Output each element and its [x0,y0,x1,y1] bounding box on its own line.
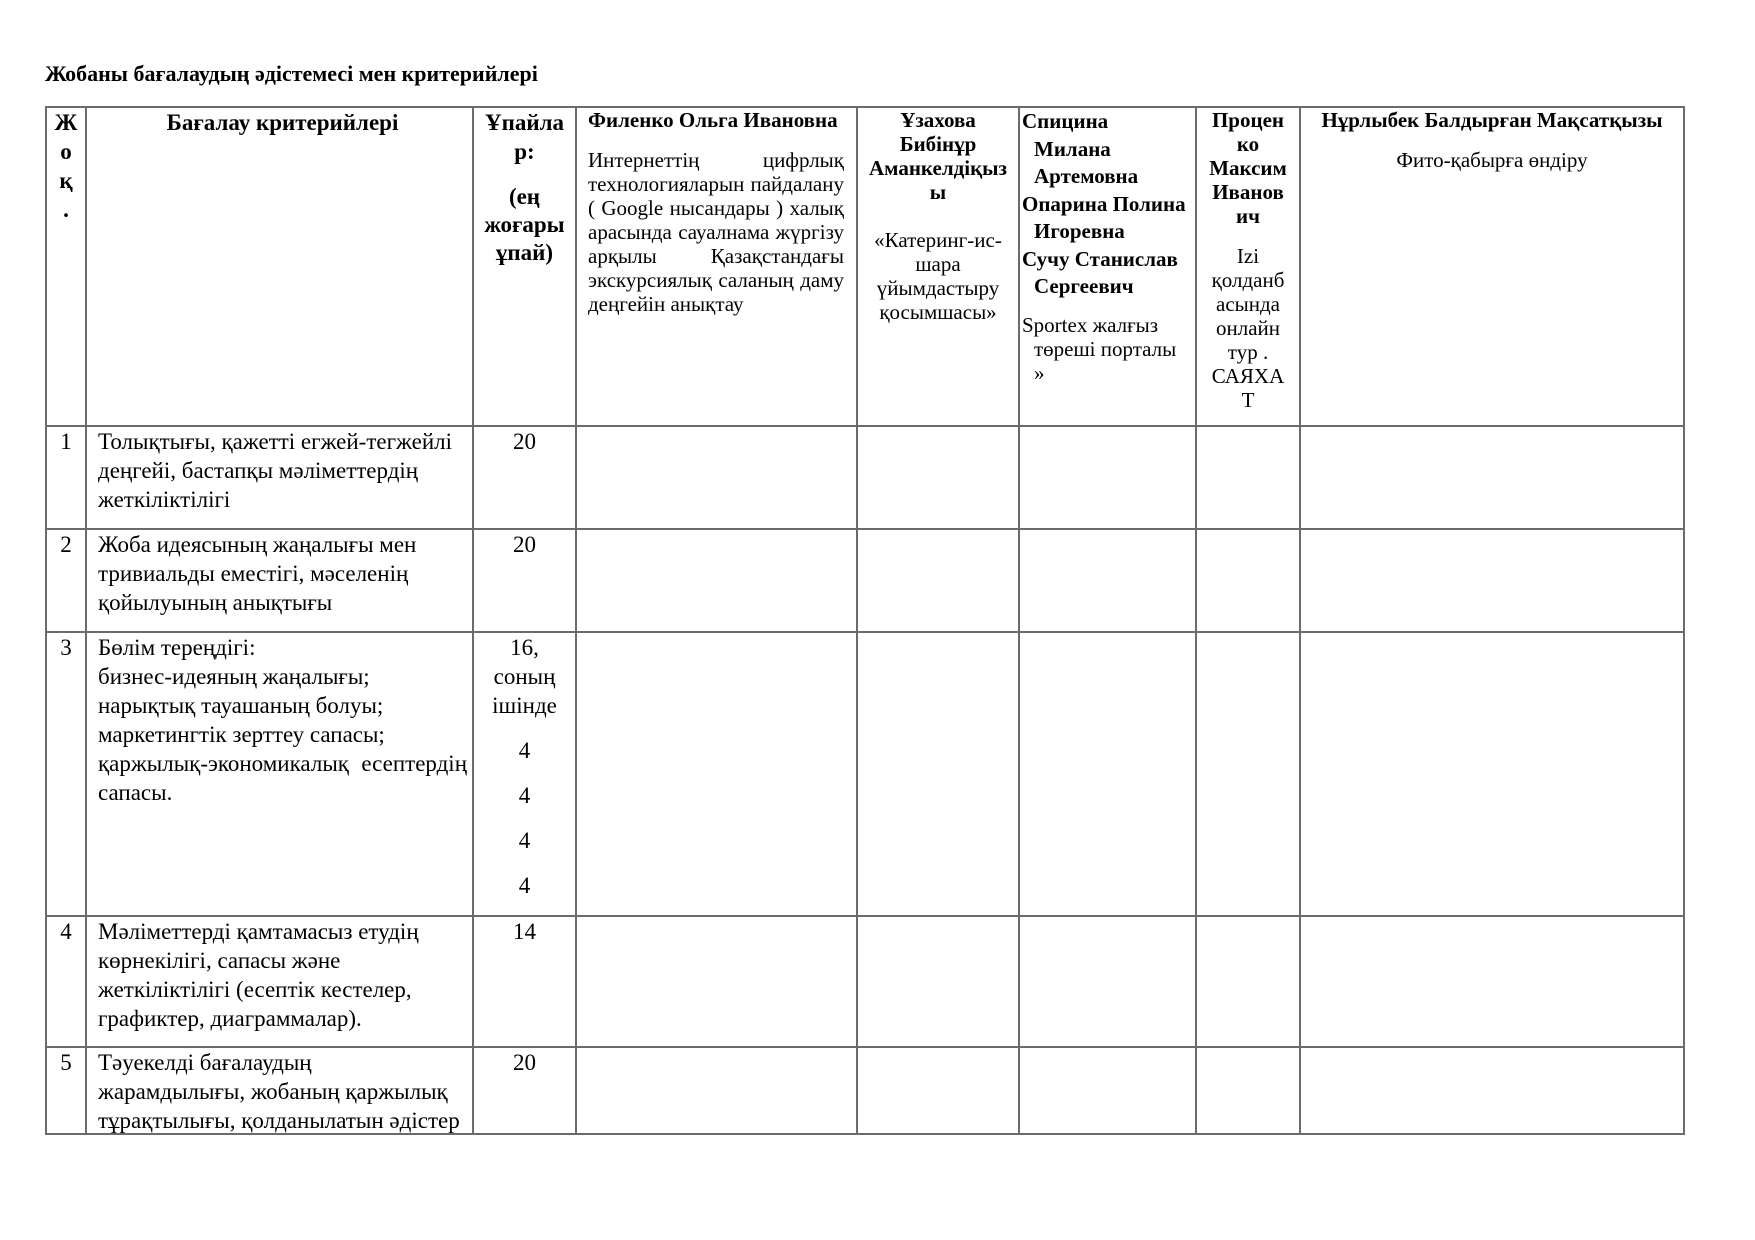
score-cell [858,427,1020,530]
criteria-title: Бөлім тереңдігі: [98,635,256,660]
row-points: 20 [474,427,577,530]
header-participant-5 [1301,108,1685,427]
row-points [474,633,577,917]
score-cell [1301,633,1685,917]
sub-points: 4 [518,873,531,898]
participant-name: Ұзахова Бибінұр Аманкелдіқыз ы [869,108,1007,204]
score-cell [577,633,858,917]
score-cell [1020,633,1197,917]
row-criteria: Толықтығы, қажетті егжей-тегжейлі деңгейі, бастапқы мәліметтердің жеткіліктілігі [87,427,474,530]
sub-points: 4 [518,783,531,808]
row-number: 4 [47,917,87,1048]
header-points-label: Ұпайла р: [484,110,565,164]
header-participant-4 [1197,108,1301,427]
score-cell [1020,917,1197,1048]
row-criteria: Жоба идеясының жаңалығы мен тривиальды еместігі, мәселенің қойылуының анықтығы [87,530,474,633]
score-cell [577,1048,858,1135]
score-cell [1020,1048,1197,1135]
participant-name: Сучу Станислав Сергеевич [1022,246,1178,298]
score-cell [1197,530,1301,633]
row-number: 5 [47,1048,87,1135]
score-cell [1301,530,1685,633]
header-number: Ж о қ . [47,108,87,427]
evaluation-table [45,106,1685,1135]
participant-project: Фито-қабырға өндіру [1396,148,1588,172]
points-total: 16, соның ішінде [492,635,557,718]
participant-name: Опарина Полина Игоревна [1022,191,1186,243]
header-participant-2 [858,108,1020,427]
sub-criterion: қаржылық-экономикалық есептердің сапасы. [98,751,467,805]
sub-points: 4 [518,738,531,763]
participant-project: Izi қолданб асында онлайн тур . САЯХА Т [1211,244,1285,412]
sub-criterion: нарықтық тауашаның болуы; [98,693,384,718]
header-points [474,108,577,427]
score-cell [858,530,1020,633]
sub-criterion: бизнес-идеяның жаңалығы; [98,664,370,689]
row-number: 3 [47,633,87,917]
row-points: 20 [474,1048,577,1135]
score-cell [858,917,1020,1048]
score-cell [1020,427,1197,530]
participant-project: Sportex жалғыз төреші порталы » [1022,312,1177,385]
participant-project: Интернеттің цифрлық технологияларын пайдалану ( Google нысандары ) халық арасында сауалнама жүргізу арқылы Қазақстандағы экскурсиялық саланың даму деңгейін анықтау [588,148,844,316]
score-cell [1197,1048,1301,1135]
row-number: 1 [47,427,87,530]
score-cell [577,530,858,633]
row-criteria: Тәуекелді бағалаудың жарамдылығы, жобаның қаржылық тұрақтылығы, қолданылатын әдістер [87,1048,474,1135]
participant-name: Филенко Ольга Ивановна [588,108,838,132]
document-title: Жобаны бағалаудың әдістемесі мен критерийлері [45,61,538,86]
sub-points: 4 [518,828,531,853]
row-criteria: Мәліметтерді қамтамасыз етудің көрнекілігі, сапасы және жеткіліктілігі (есептік кестелер, графиктер, диаграммалар). [87,917,474,1048]
score-cell [1301,1048,1685,1135]
score-cell [1197,917,1301,1048]
header-participant-1 [577,108,858,427]
row-number: 2 [47,530,87,633]
row-points: 14 [474,917,577,1048]
score-cell [1301,427,1685,530]
participant-project: «Катеринг-ис- шара үйымдастыру қосымшасы» [874,228,1002,324]
score-cell [1020,530,1197,633]
participant-name: Процен ко Максим Иванов ич [1209,108,1287,228]
score-cell [1197,633,1301,917]
header-participant-3 [1020,108,1197,427]
row-points: 20 [474,530,577,633]
score-cell [1197,427,1301,530]
header-criteria: Бағалау критерийлері [87,108,474,427]
sub-criterion: маркетингтік зерттеу сапасы; [98,722,385,747]
participant-name: Спицина Милана Артемовна [1022,109,1139,188]
score-cell [858,633,1020,917]
participant-name: Нұрлыбек Балдырған Мақсатқызы [1321,108,1663,132]
score-cell [577,427,858,530]
row-criteria [87,633,474,917]
score-cell [1301,917,1685,1048]
score-cell [858,1048,1020,1135]
score-cell [577,917,858,1048]
header-points-note: (ең жоғары ұпай) [484,184,565,265]
